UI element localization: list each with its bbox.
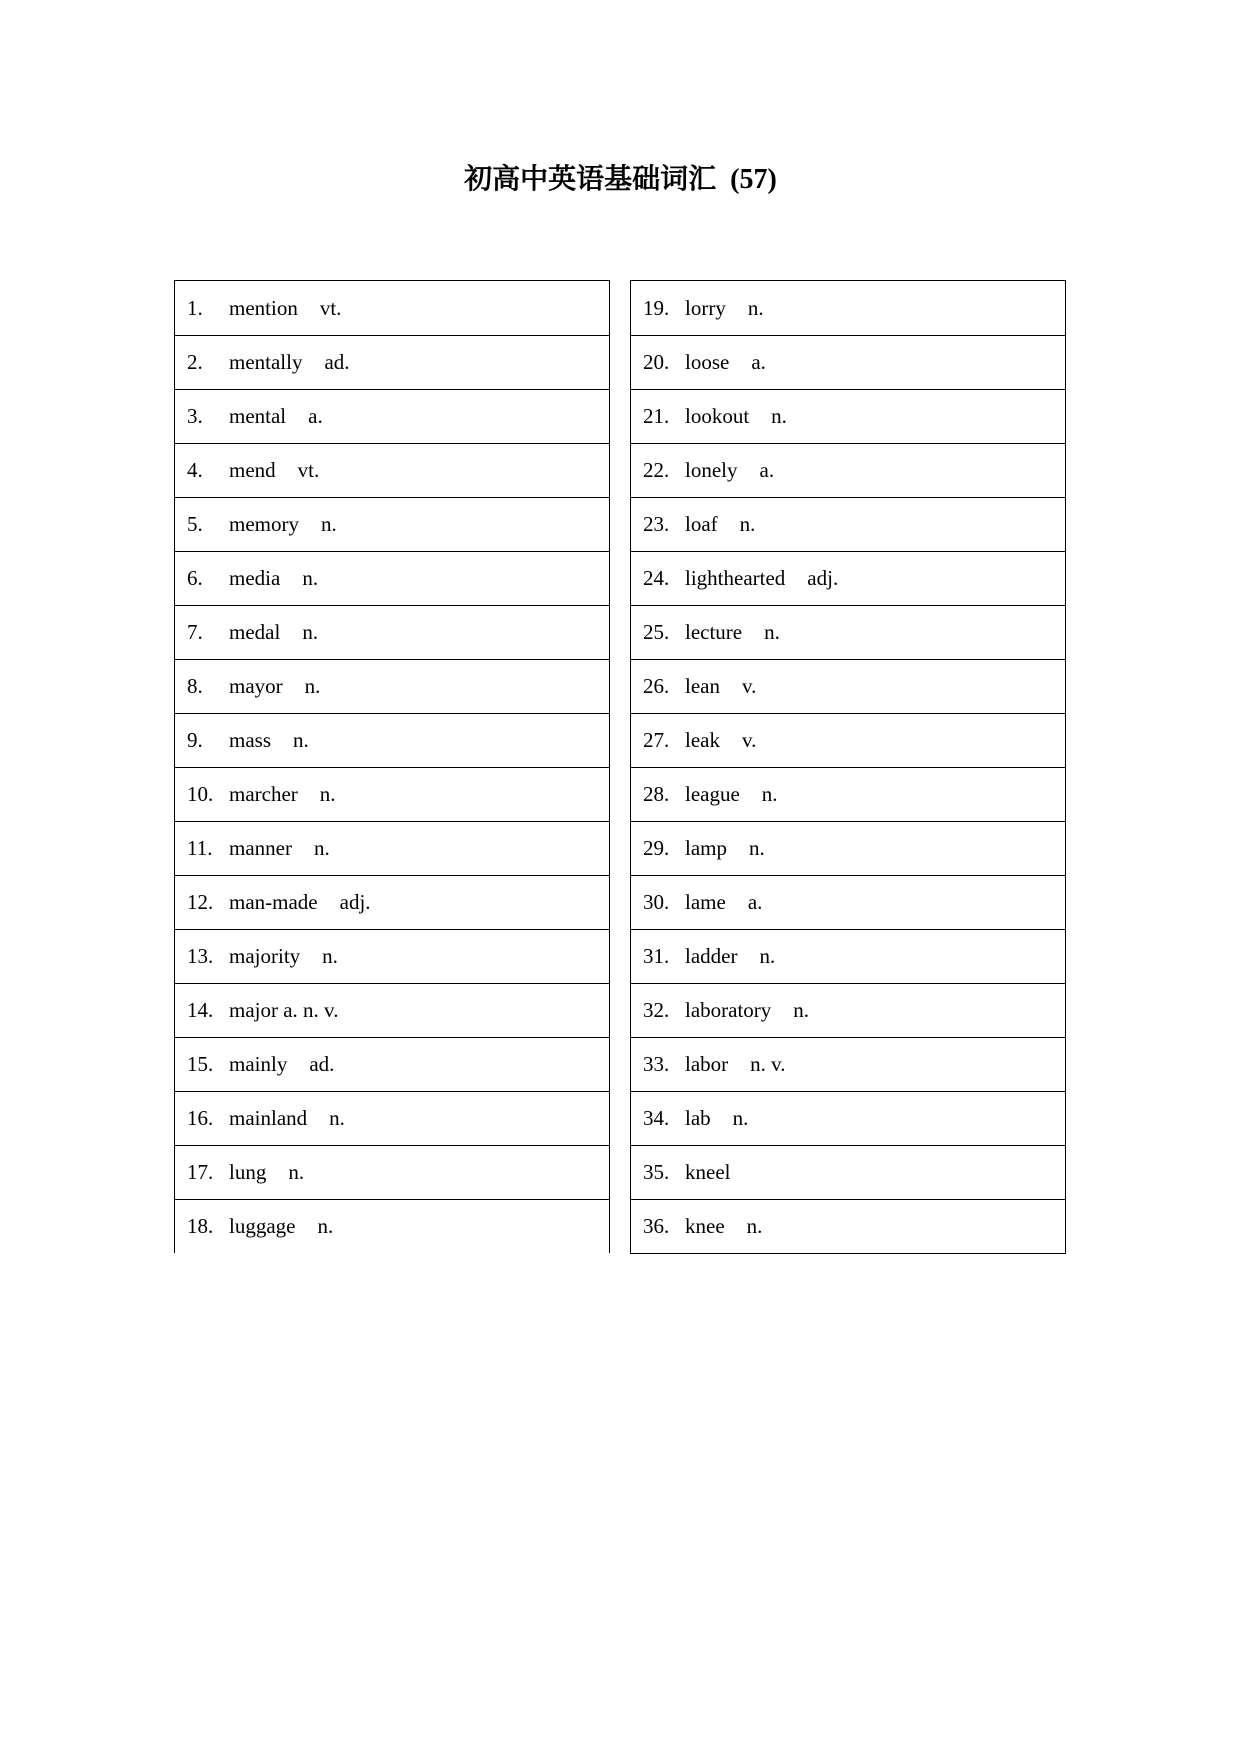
entry-number: 30. xyxy=(643,890,670,914)
entry-number: 34. xyxy=(643,1106,670,1130)
entry-word: lighthearted xyxy=(685,566,786,590)
entry-word: lorry xyxy=(685,295,726,320)
vocab-row xyxy=(631,551,1065,605)
entry-part-of-speech: n. xyxy=(313,836,330,860)
entry-word: lecture xyxy=(685,620,743,644)
entry-part-of-speech: n. xyxy=(771,404,787,428)
entry-part-of-speech: a. xyxy=(759,458,775,482)
entry-number: 6. xyxy=(187,566,203,590)
vocab-row xyxy=(175,281,609,335)
entry-word: mayor xyxy=(229,674,283,698)
entry-word: kneel xyxy=(685,1160,731,1184)
entry-part-of-speech: n. xyxy=(320,512,337,536)
vocab-row xyxy=(175,1199,609,1253)
entry-part-of-speech: ad. xyxy=(309,1052,335,1076)
entry-number: 8. xyxy=(187,674,203,698)
entry-word: loaf xyxy=(685,512,718,536)
entry-word: majority xyxy=(229,944,301,968)
entry-number: 14. xyxy=(187,998,214,1022)
vocab-row xyxy=(631,983,1065,1037)
entry-word: marcher xyxy=(229,782,298,806)
vocab-table-right xyxy=(630,280,1066,1254)
entry-word: lookout xyxy=(685,404,750,428)
vocab-row xyxy=(175,605,609,659)
entry-number: 36. xyxy=(643,1214,670,1238)
entry-number: 12. xyxy=(187,890,214,914)
entry-word: lung xyxy=(229,1160,267,1184)
vocab-row xyxy=(631,1037,1065,1091)
title-text: 初高中英语基础词汇 xyxy=(464,164,717,195)
entry-part-of-speech: v. xyxy=(741,674,757,698)
entry-word: mentally xyxy=(229,350,303,374)
entry-part-of-speech: n. xyxy=(759,944,776,968)
entry-word: labor xyxy=(685,1052,729,1076)
entry-part-of-speech: v. xyxy=(741,728,757,752)
vocab-row xyxy=(175,767,609,821)
title-number: (57) xyxy=(730,164,777,195)
vocab-row xyxy=(175,713,609,767)
entry-word: ladder xyxy=(685,944,738,968)
entry-word: manner xyxy=(229,836,292,860)
entry-word: medal xyxy=(229,620,281,644)
entry-word: major a. n. v. xyxy=(229,998,339,1022)
entry-number: 27. xyxy=(643,728,670,752)
vocab-row xyxy=(631,497,1065,551)
entry-part-of-speech: a. xyxy=(751,350,766,374)
vocab-row xyxy=(631,605,1065,659)
vocab-row xyxy=(175,335,609,389)
entry-word: lean xyxy=(685,674,720,698)
entry-number: 31. xyxy=(643,944,670,968)
vocab-row xyxy=(631,767,1065,821)
entry-word: man-made xyxy=(229,890,318,914)
entry-word: mental xyxy=(229,404,287,428)
entry-number: 23. xyxy=(643,512,670,536)
entry-part-of-speech: n. xyxy=(317,1214,334,1238)
vocab-row xyxy=(175,497,609,551)
entry-part-of-speech: n. xyxy=(732,1106,749,1130)
entry-word: mainland xyxy=(229,1106,308,1130)
vocab-row xyxy=(175,1091,609,1145)
entry-part-of-speech: n. v. xyxy=(750,1052,786,1076)
entry-part-of-speech: n. xyxy=(739,512,756,536)
entry-word: memory xyxy=(229,512,299,536)
entry-word: laboratory xyxy=(685,998,772,1022)
vocab-row xyxy=(631,389,1065,443)
entry-word: lab xyxy=(685,1106,711,1130)
entry-number: 4. xyxy=(187,458,203,482)
vocab-row xyxy=(175,821,609,875)
vocab-row xyxy=(631,875,1065,929)
vocab-row xyxy=(631,1091,1065,1145)
vocab-row xyxy=(631,659,1065,713)
entry-part-of-speech: n. xyxy=(302,566,319,590)
entry-part-of-speech: n. xyxy=(746,1214,763,1238)
entry-word: mend xyxy=(229,458,276,482)
entry-number: 25. xyxy=(643,620,670,644)
vocab-table-left xyxy=(174,280,610,1253)
entry-number: 33. xyxy=(643,1052,670,1076)
entry-word: mainly xyxy=(229,1052,288,1076)
entry-part-of-speech: a. xyxy=(308,404,323,428)
entry-number: 20. xyxy=(643,350,670,374)
entry-part-of-speech: n. xyxy=(293,728,309,752)
vocab-row xyxy=(631,281,1065,335)
entry-number: 35. xyxy=(643,1160,670,1184)
vocab-row xyxy=(631,929,1065,983)
entry-part-of-speech: n. xyxy=(288,1160,305,1184)
entry-number: 21. xyxy=(643,404,670,428)
entry-number: 3. xyxy=(187,404,203,428)
entry-number: 2. xyxy=(187,350,203,374)
entry-number: 18. xyxy=(187,1214,214,1238)
entry-part-of-speech: n. xyxy=(322,944,338,968)
entry-number: 22. xyxy=(643,458,670,482)
entry-number: 10. xyxy=(187,782,214,806)
entry-part-of-speech: adj. xyxy=(339,890,371,914)
entry-number: 28. xyxy=(643,782,670,806)
entry-word: leak xyxy=(685,728,720,752)
entry-word: mention xyxy=(229,295,298,320)
vocab-row xyxy=(631,821,1065,875)
entry-number: 15. xyxy=(187,1052,214,1076)
entry-part-of-speech: n. xyxy=(304,674,321,698)
vocab-row xyxy=(631,713,1065,767)
vocab-row xyxy=(175,443,609,497)
entry-word: knee xyxy=(685,1214,725,1238)
entry-part-of-speech: n. xyxy=(761,782,778,806)
entry-number: 19. xyxy=(643,295,670,320)
vocab-row xyxy=(175,389,609,443)
entry-word: media xyxy=(229,566,281,590)
vocab-row xyxy=(175,659,609,713)
entry-number: 11. xyxy=(187,836,213,860)
vocab-row xyxy=(631,1199,1065,1253)
entry-word: loose xyxy=(685,350,730,374)
entry-number: 17. xyxy=(187,1160,214,1184)
entry-number: 26. xyxy=(643,674,670,698)
entry-part-of-speech: ad. xyxy=(324,350,350,374)
vocab-row xyxy=(631,335,1065,389)
vocab-row xyxy=(175,875,609,929)
entry-number: 24. xyxy=(643,566,670,590)
vocab-row xyxy=(175,983,609,1037)
vocab-row xyxy=(175,1145,609,1199)
entry-part-of-speech: n. xyxy=(329,1106,345,1130)
vocab-row xyxy=(175,551,609,605)
entry-part-of-speech: n. xyxy=(793,998,810,1022)
entry-number: 16. xyxy=(187,1106,214,1130)
entry-word: lonely xyxy=(685,458,738,482)
entry-word: luggage xyxy=(229,1214,296,1238)
vocab-row xyxy=(175,929,609,983)
entry-word: mass xyxy=(229,728,271,752)
entry-part-of-speech: vt. xyxy=(319,295,342,320)
vocab-row xyxy=(175,1037,609,1091)
entry-number: 9. xyxy=(187,728,203,752)
entry-number: 7. xyxy=(187,620,203,644)
entry-part-of-speech: n. xyxy=(319,782,336,806)
entry-part-of-speech: n. xyxy=(302,620,319,644)
entry-word: league xyxy=(685,782,740,806)
vocab-row xyxy=(631,1145,1065,1199)
entry-part-of-speech: vt. xyxy=(297,458,320,482)
entry-part-of-speech: adj. xyxy=(807,566,839,590)
entry-part-of-speech: a. xyxy=(747,890,763,914)
entry-number: 13. xyxy=(187,944,214,968)
entry-part-of-speech: n. xyxy=(749,836,765,860)
entry-word: lame xyxy=(685,890,726,914)
page-title xyxy=(0,160,1241,200)
entry-part-of-speech: n. xyxy=(764,620,780,644)
entry-number: 29. xyxy=(643,836,670,860)
entry-part-of-speech: n. xyxy=(747,295,764,320)
entry-number: 1. xyxy=(187,295,203,320)
entry-number: 5. xyxy=(187,512,203,536)
vocab-row xyxy=(631,443,1065,497)
entry-word: lamp xyxy=(685,836,727,860)
entry-number: 32. xyxy=(643,998,670,1022)
